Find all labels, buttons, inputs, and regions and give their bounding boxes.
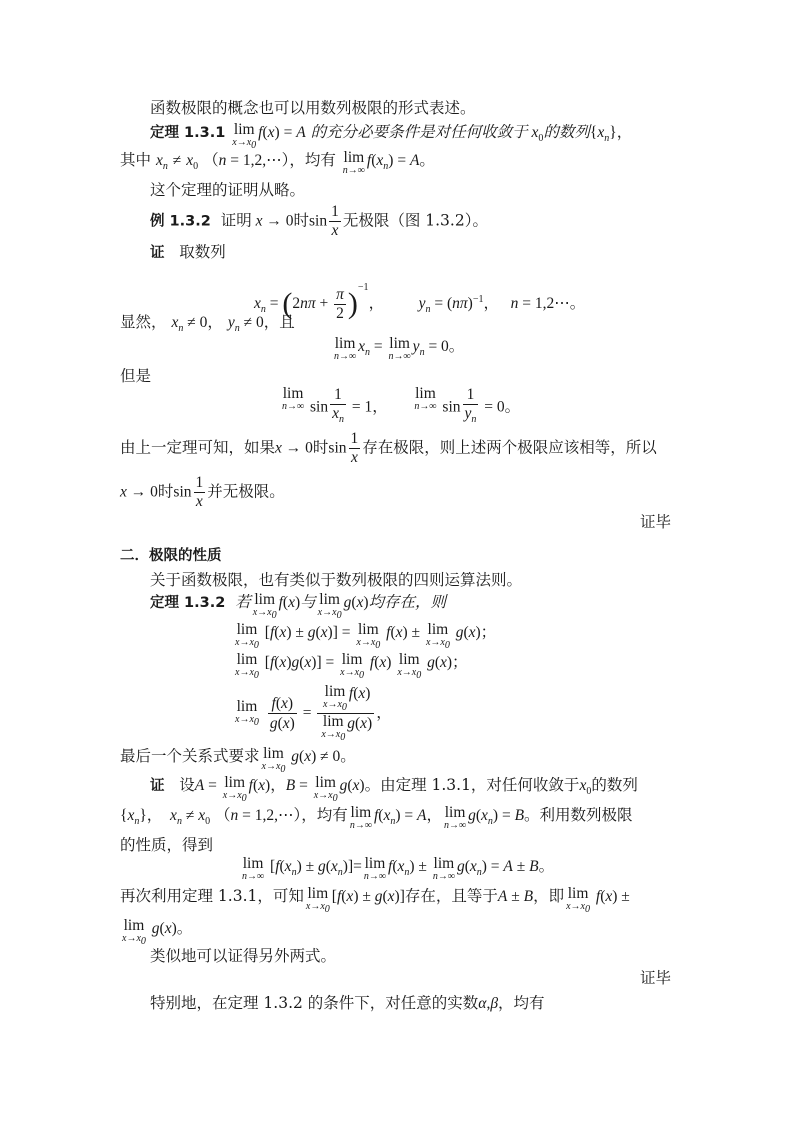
paragraph-text: 取数列	[179, 243, 226, 261]
text-line	[150, 180, 305, 200]
proof-line	[150, 242, 226, 263]
paragraph-text: 这个定理的证明从略。	[150, 181, 306, 199]
equation-sequence-sum: lim n→∞ $[f(x_n) \pm g(x_n)]=$ lim n→∞ $f(x_n)$ ± lim n→∞ $g(x_n) = A \pm B$。	[242, 855, 555, 882]
theorem-text: 的数列	[543, 123, 590, 141]
theorem-text: 的充分必要条件是对任何收敛于	[310, 123, 528, 141]
theorem-1-3-1-line: 定理 1.3.1 lim $x\to x_0$ f(x) = A 的充分必要条件是对任何收敛于 $x_0$的数列$\{x_n\}$，	[150, 121, 633, 151]
text-line	[150, 98, 476, 118]
text-line	[150, 570, 522, 590]
paragraph-text: 类似地可以证得另外两式。	[150, 947, 337, 965]
paragraph-text: 再次利用定理 1.3.1，可知	[120, 887, 304, 905]
qed-mark	[640, 968, 671, 988]
paragraph-text: 存在，且等于	[404, 887, 498, 905]
paragraph-text: 显然，	[120, 313, 167, 331]
theorem-label: 定理 1.3.1	[150, 125, 226, 141]
paragraph-text: 存在极限，则上述两个极限应该相等，所以	[362, 438, 657, 457]
proof-label: 证	[150, 245, 165, 261]
example-label: 例 1.3.2	[150, 213, 211, 230]
paragraph-text: 。由定理 1.3.1，对任何收敛于	[364, 776, 580, 794]
paragraph-text: 并无极限。	[207, 482, 285, 501]
text-line	[120, 366, 151, 386]
paragraph-text: ），均有	[293, 806, 348, 824]
text-line: lim $x\to x_0$ g(x)。	[122, 917, 193, 947]
text-line	[150, 946, 336, 966]
text-line: 特别地，在定理 1.3.2 的条件下，对任意的实数α,β，均有	[150, 994, 545, 1012]
theorem-text: 均存在，则	[368, 593, 447, 611]
equation-product-rule: lim $x\to x_0$ [f(x)g(x)] = lim $x\to x_0$ f(x) lim $x\to x_0$ g(x)；	[235, 651, 468, 681]
qed-text: 证毕	[640, 969, 672, 987]
paragraph-text: （	[203, 151, 219, 169]
paragraph-text: 设	[179, 776, 195, 794]
text-line: 再次利用定理 1.3.1，可知 lim $x\to x_0$ [f(x) ± g(x)]存在，且等于A ± B，即 lim $x\to x_0$ f(x) ±	[120, 885, 630, 915]
paragraph-text: 时	[157, 482, 174, 501]
theorem-label: 定理 1.3.2	[150, 595, 226, 611]
text-line: 其中 $x_n \ne x_0$ （n = 1,2,⋯），均有 lim n→∞ $f(x_n) = A$。	[120, 149, 435, 176]
paragraph-text: 其中	[120, 151, 152, 169]
paragraph-text: 无极限（图 1.3.2）。	[342, 211, 488, 230]
example-line: 例 1.3.2 证明 x → 0时sin $\frac{1}{x}$ 无极限（图 1.3.2）。	[150, 203, 488, 239]
proof-label: 证	[150, 778, 165, 794]
equation-quotient-rule: lim $x\to x_0$ $\frac{f(x)}{g(x)}$ = lim $x\to x_0$ f(x) lim $x\to x_0$ g(x) ，	[235, 683, 392, 743]
paragraph-text: 时	[312, 438, 329, 457]
paragraph-text: 由上一定理可知，如果	[120, 438, 276, 457]
paragraph-text: ，	[270, 776, 286, 794]
paragraph-text: 最后一个关系式要求	[120, 747, 260, 765]
section-heading	[120, 545, 222, 566]
section-title: 二．极限的性质	[120, 548, 222, 564]
equation-limits-zero: lim n→∞ $x_n$ = lim n→∞ $y_n = 0$。	[334, 335, 465, 362]
theorem-text: 与	[300, 593, 316, 611]
paragraph-text: 但是	[120, 367, 152, 385]
theorem-text: 若	[235, 593, 251, 611]
text-line	[120, 835, 213, 855]
paragraph-text: 特别地，在定理 1.3.2 的条件下，对任意的实数	[150, 994, 479, 1012]
paragraph-text: 时	[293, 211, 309, 230]
paragraph-text: ），均有	[281, 151, 336, 169]
paragraph-text: 的性质，得到	[120, 836, 214, 854]
paragraph-text: 证明	[220, 211, 252, 230]
equation-sequences: $x_n = (2n\pi$ + $\frac{\pi}{2}$ )$^{-1}$， $y_n = (n\pi)^{-1}$， n = 1,2⋯。	[254, 282, 586, 322]
qed-mark	[640, 512, 671, 532]
lim-operator: lim $x\to x_0$	[232, 121, 257, 151]
text-line: x → 0时sin $\frac{1}{x}$ 并无极限。	[120, 474, 285, 510]
paragraph-text: 的数列	[591, 776, 638, 794]
paragraph-text: 关于函数极限，也有类似于数列极限的四则运算法则。	[150, 571, 523, 589]
paragraph-text: ，	[426, 806, 442, 824]
paragraph-text: ，	[207, 313, 223, 331]
text-line: 由上一定理可知，如果x → 0时sin $\frac{1}{x}$ 存在极限，则上述两个极限应该相等，所以	[120, 430, 657, 466]
math: f	[258, 124, 263, 141]
paragraph-text: ，即	[533, 887, 565, 905]
paragraph-text: （	[215, 806, 231, 824]
proof-line: 证 设A = lim $x\to x_0$ f(x)，B = lim $x\to x_0$ g(x)。由定理 1.3.1，对任何收敛于$x_0$的数列	[150, 774, 638, 804]
text-line: 显然， $x_n \ne 0$， $y_n \ne 0$，且	[120, 313, 295, 335]
equation-sum-rule: lim $x\to x_0$ [f(x) ± g(x)] = lim $x\to x_0$ f(x) ± lim $x\to x_0$ g(x)；	[235, 621, 497, 651]
text-line: $\{x_n\}$， $x_n \ne x_0$ （n = 1,2,⋯），均有 lim n→∞ $f(x_n) = A$， lim n→∞ $g(x_n) = B$。利用数列极限	[120, 804, 633, 831]
lim-operator: lim n→∞	[342, 149, 365, 176]
paragraph-text: 函数极限的概念也可以用数列极限的形式表述。	[150, 99, 476, 117]
paragraph-text: 。利用数列极限	[524, 806, 633, 824]
theorem-1-3-2-line: 定理 1.3.2 若 lim $x\to x_0$ f(x)与 lim $x\to x_0$ g(x)均存在，则	[150, 591, 447, 621]
fraction: $\frac{1}{x}$	[331, 203, 339, 239]
paragraph-text: ，均有	[498, 994, 545, 1012]
equation-sin-limits: lim n→∞ sin $\frac{1}{x_n}$ = 1， lim n→∞ sin $\frac{1}{y_n}$ = 0。	[282, 385, 521, 426]
paragraph-text: ，且	[263, 313, 295, 331]
text-line: 最后一个关系式要求 lim $x\to x_0$ g(x) ≠ 0。	[120, 745, 356, 775]
qed-text: 证毕	[640, 513, 672, 531]
